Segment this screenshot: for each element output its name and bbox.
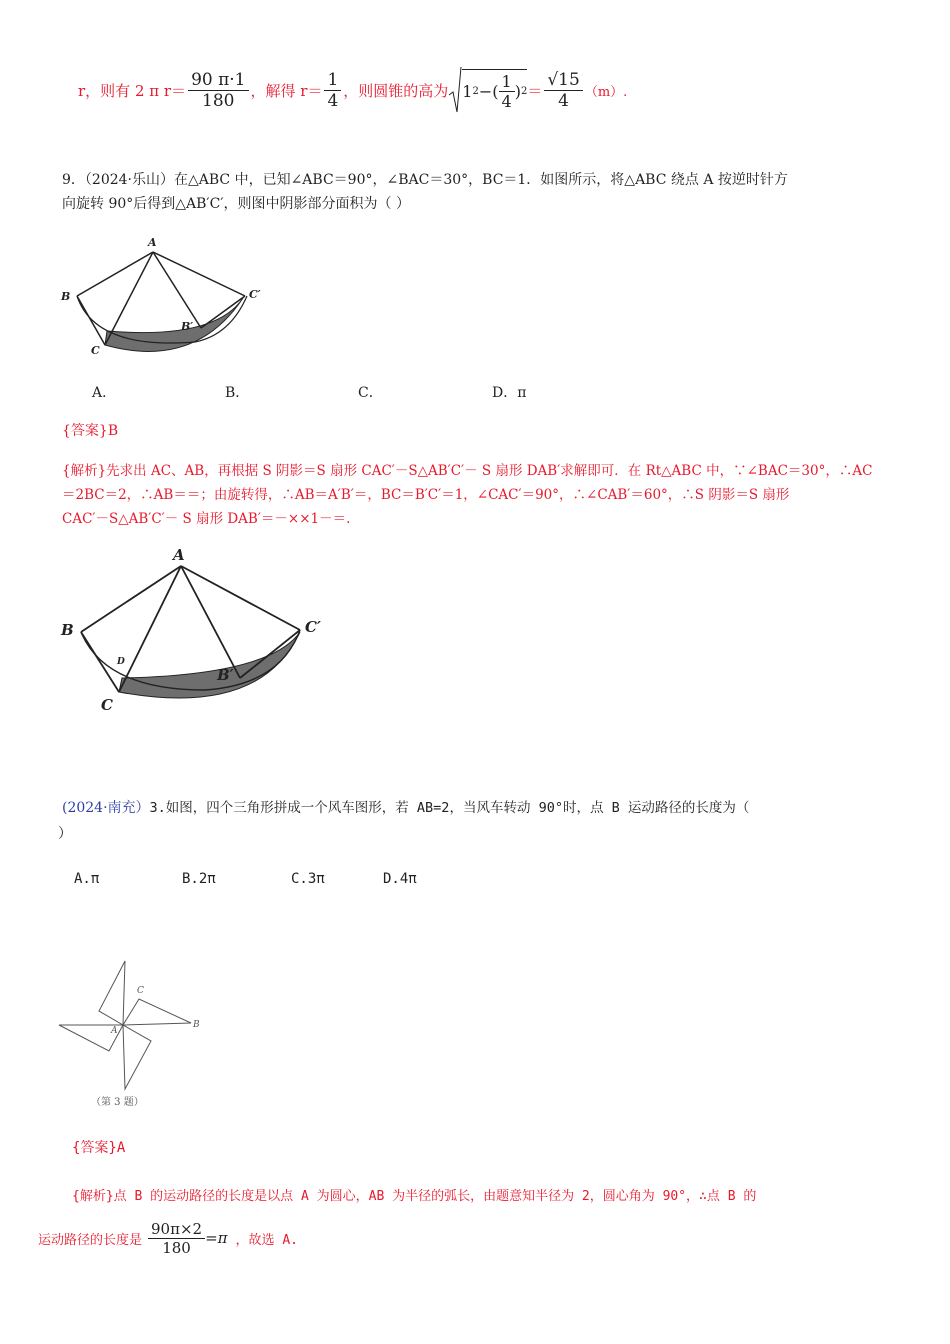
q9-option-a: A．	[92, 385, 117, 401]
label-a-3: A	[111, 1026, 118, 1036]
label-b-prime: B′	[181, 320, 194, 333]
q9-analysis-line1: {解析}先求出 AC、AB，再根据 S 阴影＝S 扇形 CAC′－S△AB′C′－ S 扇形 DAB′求解即可．在 Rt△ABC 中，∵∠BAC＝30°，∴AC	[62, 463, 873, 479]
segment-bc-2	[81, 632, 119, 692]
top-solution-line	[78, 60, 627, 120]
q3-frac-eq: =π	[205, 1229, 228, 1247]
q3-answer: {答案}A	[72, 1140, 126, 1156]
q3-analysis-line1: {解析}点 B 的运动路径的长度是以点 A 为圆心，AB 为半径的弧长，由题意知半径为 2，圆心角为 90°，∴点 B 的	[72, 1189, 757, 1204]
q3-line1	[62, 796, 749, 817]
label-b-3: B	[193, 1020, 200, 1030]
q9-line1: 9．（2024·乐山）在△ABC 中，已知∠ABC＝90°，∠BAC＝30°，BC＝1．如图所示，将△ABC 绕点 A 按逆时针方	[62, 172, 788, 188]
q3-text: 3.如图，四个三角形拼成一个风车图形，若 AB=2，当风车转动 90°时，点 B 运动路径的长度为（	[149, 800, 750, 816]
label-c-prime-2: C′	[305, 618, 321, 636]
q3-source: (2024·南充）	[62, 800, 150, 816]
q3-frac: $\frac{90\pi\times 2}{180}$	[148, 1220, 205, 1257]
windmill-blade-top	[99, 961, 125, 1025]
q3-option-a: A.π	[74, 871, 100, 887]
label-b: B	[61, 290, 71, 303]
label-a: A	[148, 236, 157, 249]
q3-option-b: B.2π	[182, 871, 216, 887]
top-seg1: r，则有 2 π r＝	[78, 81, 187, 100]
top-frac3: $\frac{√15}{4}$	[544, 70, 582, 111]
figure-caption: （第 3 题）	[91, 1097, 144, 1108]
q3-option-c: C.3π	[291, 871, 325, 887]
label-c-prime: C′	[249, 288, 261, 301]
q9-option-b: B．	[225, 385, 250, 401]
q3-analysis-suffix: ，故选 A.	[235, 1232, 298, 1248]
q3-line2: ）	[58, 826, 72, 842]
q9-option-d: D．π	[492, 385, 527, 401]
segment-ab-2	[81, 566, 181, 632]
q9-analysis-line2: ＝2BC＝2，∴AB＝＝；由旋转得，∴AB＝A′B′＝，BC＝B′C′＝1，∠CAC′＝90°，∴∠CAB′＝60°，∴S 阴影＝S 扇形	[62, 487, 790, 503]
segment-ac-2	[119, 566, 181, 692]
windmill-blade-right	[123, 999, 191, 1025]
label-d-2: D	[117, 657, 125, 667]
label-c: C	[91, 344, 100, 357]
segment-bc	[77, 296, 105, 345]
label-c-2: C	[101, 696, 113, 714]
q9-line2: 向旋转 90°后得到△AB′C′，则图中阴影部分面积为（ ）	[62, 196, 410, 212]
q9-figure-solution	[55, 540, 345, 720]
q3-option-d: D.4π	[383, 871, 417, 887]
top-eq: ＝	[527, 81, 543, 100]
q9-option-c: C．	[358, 385, 383, 401]
top-seg2: ，解得 r＝	[250, 81, 323, 100]
q3-analysis-line2	[38, 1208, 298, 1268]
q9-figure	[55, 230, 275, 360]
top-seg4: （m）.	[584, 84, 628, 100]
top-frac1: $\frac{90 \pi\cdot 1}{180}$	[188, 70, 248, 111]
label-b-prime-2: B′	[217, 666, 234, 684]
q9-analysis-line3: CAC′－S△AB′C′－ S 扇形 DAB′＝－××1－＝.	[62, 511, 351, 527]
sqrt-expression: 1 2 −( $\frac{1}{4}$ ) 2	[448, 65, 527, 115]
top-seg3: ，则圆锥的高为	[343, 81, 449, 100]
windmill-blade-bottom	[123, 1025, 151, 1089]
label-c-3: C	[137, 986, 144, 996]
label-a-2: A	[173, 546, 185, 564]
shaded-region-2	[119, 632, 300, 698]
top-frac2: $\frac{1}{4}$	[324, 70, 341, 111]
sqrt-sign-icon	[448, 65, 462, 115]
q9-answer: {答案}B	[62, 423, 119, 439]
label-b-2: B	[61, 621, 74, 639]
q3-analysis-prefix: 运动路径的长度是	[38, 1232, 143, 1248]
q3-windmill-figure	[55, 955, 215, 1115]
